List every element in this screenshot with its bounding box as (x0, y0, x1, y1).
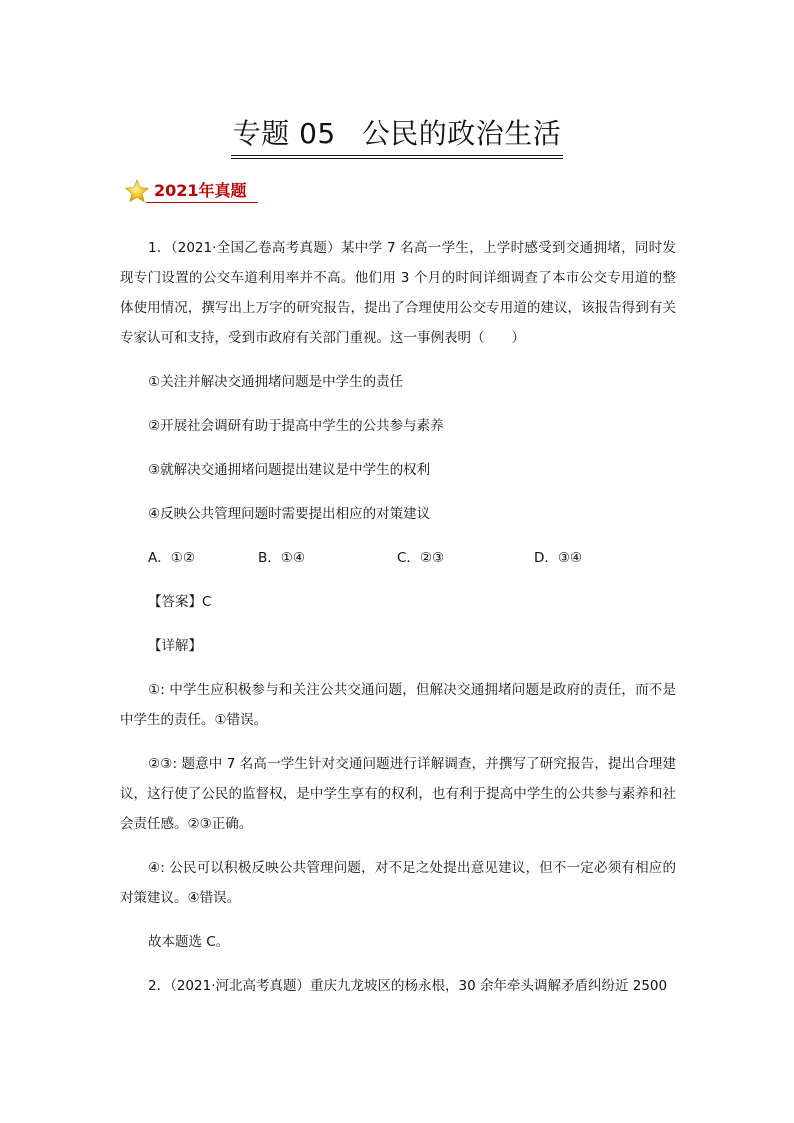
question-2-stem: 2．（2021·河北高考真题）重庆九龙坡区的杨永根，30 余年牵头调解矛盾纠纷近 2500 (148, 978, 668, 994)
choice-d: D．③④ (534, 550, 583, 566)
title-main: 专题 05 (232, 117, 336, 150)
star-icon (124, 178, 150, 204)
choice-c: C．②③ (397, 550, 445, 566)
detail-paragraph-3: ④: 公民可以积极反映公共管理问题，对不足之处提出意见建议，但不一定必须有相应的对策建议。④错误。 (120, 860, 676, 906)
section-underline (146, 202, 258, 203)
question-content (120, 233, 676, 1015)
title-sub: 公民的政治生活 (361, 117, 562, 150)
question-1-choices (120, 543, 676, 573)
question-1-option-1: ①关注并解决交通拥堵问题是中学生的责任 (148, 374, 404, 390)
detail-conclusion: 故本题选 C。 (148, 934, 230, 950)
choice-a: A．①② (148, 550, 195, 566)
question-1-stem: 1．（2021·全国乙卷高考真题）某中学 7 名高一学生，上学时感受到交通拥堵，同时发现专门设置的公交车道利用率并不高。他们用 3 个月的时间详细调查了本市公交专用道的整体使用情况，撰写出上万字的研究报告，提出了合理使用公交专用道的建议，该报告得到有关专家认可和支持，受到市政府有关部门重视。这一事例表明（ ） (120, 240, 676, 346)
page-title-container (0, 112, 794, 156)
answer-label: 【答案】C (148, 594, 212, 610)
page-title (231, 112, 564, 156)
question-1-option-2: ②开展社会调研有助于提高中学生的公共参与素养 (148, 418, 444, 434)
detail-label: 【详解】 (148, 638, 202, 654)
question-1-option-3: ③就解决交通拥堵问题提出建议是中学生的权利 (148, 462, 431, 478)
question-1-option-4: ④反映公共管理问题时需要提出相应的对策建议 (148, 506, 431, 522)
choice-b: B．①④ (258, 550, 305, 566)
detail-paragraph-2: ②③: 题意中 7 名高一学生针对交通问题进行详解调查，并撰写了研究报告，提出合理建议，这行使了公民的监督权，是中学生享有的权利，也有利于提高中学生的公共参与素养和社会责任感。②③正确。 (120, 756, 676, 832)
detail-paragraph-1: ①: 中学生应积极参与和关注公共交通问题，但解决交通拥堵问题是政府的责任，而不是中学生的责任。①错误。 (120, 682, 676, 728)
section-label: 2021年真题 (154, 181, 247, 200)
